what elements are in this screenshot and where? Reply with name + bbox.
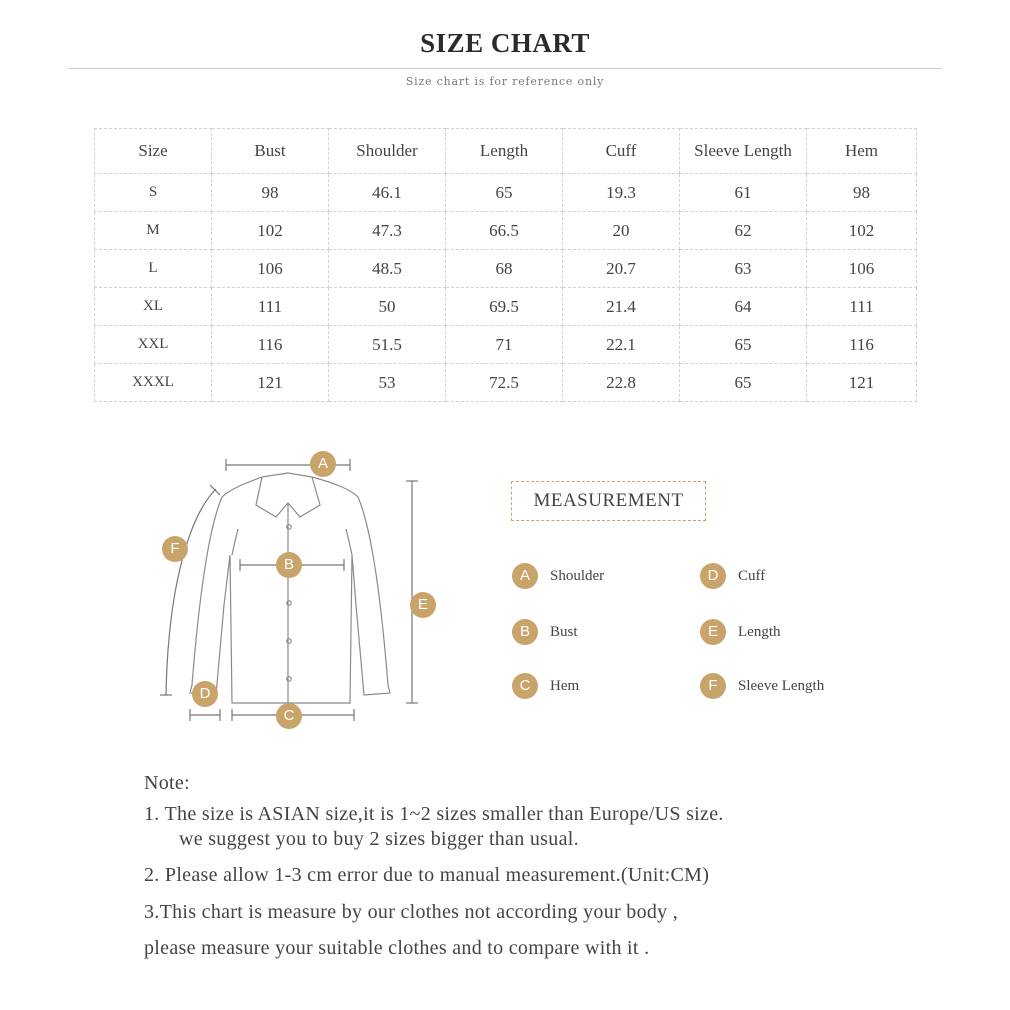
- legend-label: Length: [738, 624, 781, 640]
- legend-badge: A: [512, 563, 538, 589]
- size-table: [94, 128, 917, 402]
- legend-badge: E: [700, 619, 726, 645]
- table-cell: 65: [680, 326, 807, 364]
- table-cell: 102: [212, 212, 329, 250]
- header-cell: Size: [95, 129, 212, 174]
- table-cell: 106: [212, 250, 329, 288]
- header-cell: Length: [446, 129, 563, 174]
- header-cell: Sleeve Length: [680, 129, 807, 174]
- title-divider: [68, 68, 942, 69]
- table-row: [95, 288, 917, 326]
- note-3-line-2: please measure your suitable clothes and to compare with it .: [144, 937, 650, 959]
- table-cell: 66.5: [446, 212, 563, 250]
- table-cell: 22.1: [563, 326, 680, 364]
- table-row: [95, 212, 917, 250]
- table-cell: 20.7: [563, 250, 680, 288]
- table-cell: 20: [563, 212, 680, 250]
- header-cell: Hem: [807, 129, 917, 174]
- table-row: [95, 250, 917, 288]
- table-row: [95, 174, 917, 212]
- table-cell: 53: [329, 364, 446, 402]
- table-cell: 65: [680, 364, 807, 402]
- table-cell: 116: [807, 326, 917, 364]
- header-cell: Bust: [212, 129, 329, 174]
- header-cell: Shoulder: [329, 129, 446, 174]
- table-cell: 48.5: [329, 250, 446, 288]
- marker-e: E: [410, 592, 436, 618]
- table-cell: 21.4: [563, 288, 680, 326]
- marker-b: B: [276, 552, 302, 578]
- table-cell: 111: [807, 288, 917, 326]
- table-cell: 50: [329, 288, 446, 326]
- table-cell: XXXL: [95, 364, 212, 402]
- legend-label: Bust: [550, 624, 578, 640]
- table-cell: 61: [680, 174, 807, 212]
- page-subtitle: Size chart is for reference only: [405, 75, 605, 88]
- table-cell: 63: [680, 250, 807, 288]
- table-header-row: [95, 129, 917, 174]
- legend-label: Hem: [550, 678, 580, 694]
- legend-label: Shoulder: [550, 568, 605, 584]
- table-cell: 121: [807, 364, 917, 402]
- table-cell: 98: [212, 174, 329, 212]
- table-cell: XL: [95, 288, 212, 326]
- note-1-line-2: we suggest you to buy 2 sizes bigger than usual.: [179, 828, 579, 850]
- table-cell: 64: [680, 288, 807, 326]
- legend-label: Sleeve Length: [738, 678, 825, 694]
- legend-label: Cuff: [738, 568, 766, 584]
- table-cell: 111: [212, 288, 329, 326]
- table-cell: XXL: [95, 326, 212, 364]
- table-row: [95, 364, 917, 402]
- table-cell: 68: [446, 250, 563, 288]
- page-title: SIZE CHART: [420, 28, 590, 58]
- legend-badge: C: [512, 673, 538, 699]
- marker-c: C: [276, 703, 302, 729]
- note-3-line-1: 3.This chart is measure by our clothes not according your body ,: [144, 901, 679, 923]
- table-cell: 69.5: [446, 288, 563, 326]
- header-cell: Cuff: [563, 129, 680, 174]
- table-cell: 71: [446, 326, 563, 364]
- table-cell: 121: [212, 364, 329, 402]
- marker-f: F: [162, 536, 188, 562]
- table-cell: L: [95, 250, 212, 288]
- table-row: [95, 326, 917, 364]
- legend-badge: D: [700, 563, 726, 589]
- table-cell: 19.3: [563, 174, 680, 212]
- table-cell: 102: [807, 212, 917, 250]
- table-cell: 62: [680, 212, 807, 250]
- table-cell: 22.8: [563, 364, 680, 402]
- legend-badge: B: [512, 619, 538, 645]
- table-cell: 51.5: [329, 326, 446, 364]
- table-cell: 65: [446, 174, 563, 212]
- marker-d: D: [192, 681, 218, 707]
- shirt-diagram: [150, 445, 450, 745]
- table-cell: 116: [212, 326, 329, 364]
- measurement-title: MEASUREMENT: [511, 481, 706, 521]
- marker-a: A: [310, 451, 336, 477]
- table-cell: 98: [807, 174, 917, 212]
- note-2: 2. Please allow 1-3 cm error due to manual measurement.(Unit:CM): [144, 864, 710, 886]
- table-cell: 46.1: [329, 174, 446, 212]
- table-cell: S: [95, 174, 212, 212]
- legend-badge: F: [700, 673, 726, 699]
- table-cell: 47.3: [329, 212, 446, 250]
- table-cell: M: [95, 212, 212, 250]
- notes-heading: Note:: [144, 772, 190, 794]
- table-cell: 72.5: [446, 364, 563, 402]
- note-1-line-1: 1. The size is ASIAN size,it is 1~2 sizes smaller than Europe/US size.: [144, 803, 724, 825]
- table-cell: 106: [807, 250, 917, 288]
